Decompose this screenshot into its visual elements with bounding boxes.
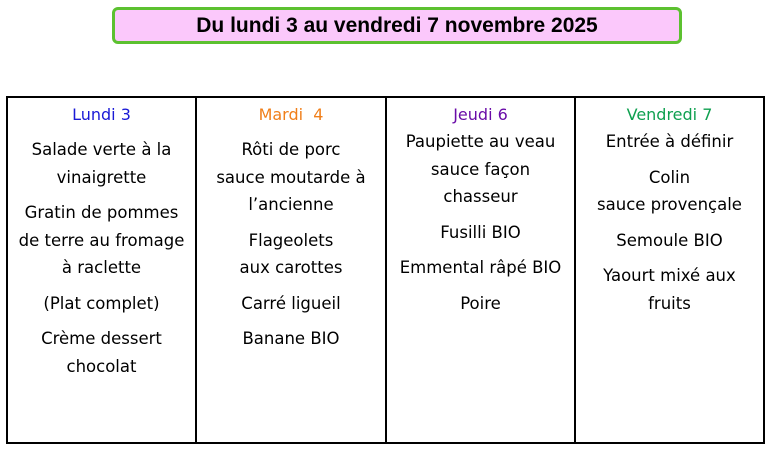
dish-item: Poire [460, 293, 501, 313]
day-column-vendredi [576, 98, 763, 442]
dish-item: Colin sauce provençale [597, 167, 742, 214]
weekly-menu-table [6, 96, 765, 444]
dish-list-lundi [19, 136, 185, 388]
dish-item: Fusilli BIO [440, 222, 521, 242]
dish-item: Paupiette au veau sauce façon chasseur [405, 132, 556, 206]
dish-item: Rôti de porc sauce moutarde à l’ancienne [216, 140, 366, 214]
dish-item: Gratin de pommes de terre au fromage à raclette [18, 203, 185, 277]
dish-list-vendredi [597, 128, 742, 325]
dish-item: Banane BIO [242, 329, 340, 348]
day-header-vendredi: Vendredi 7 [626, 105, 713, 124]
day-column-jeudi [387, 98, 576, 442]
dish-item: Semoule BIO [616, 230, 723, 250]
day-header-lundi: Lundi 3 [72, 105, 131, 124]
day-header-mardi: Mardi 4 [258, 105, 324, 124]
day-column-lundi [8, 98, 197, 442]
dish-item: Flageolets aux carottes [239, 230, 343, 277]
page-title: Du lundi 3 au vendredi 7 novembre 2025 [196, 13, 598, 37]
dish-item: Yaourt mixé aux fruits [603, 266, 736, 313]
dish-list-jeudi [400, 128, 562, 325]
day-column-mardi [197, 98, 387, 442]
dish-item: (Plat complet) [43, 293, 160, 313]
dish-item: Entrée à définir [605, 132, 734, 151]
dish-item: Crème dessert chocolat [41, 329, 162, 376]
dish-list-mardi [216, 136, 365, 361]
dish-item: Emmental râpé BIO [399, 258, 562, 277]
title-banner [112, 7, 682, 44]
day-header-jeudi: Jeudi 6 [453, 105, 508, 124]
dish-item: Salade verte à la vinaigrette [31, 140, 172, 187]
dish-item: Carré ligueil [241, 293, 341, 313]
